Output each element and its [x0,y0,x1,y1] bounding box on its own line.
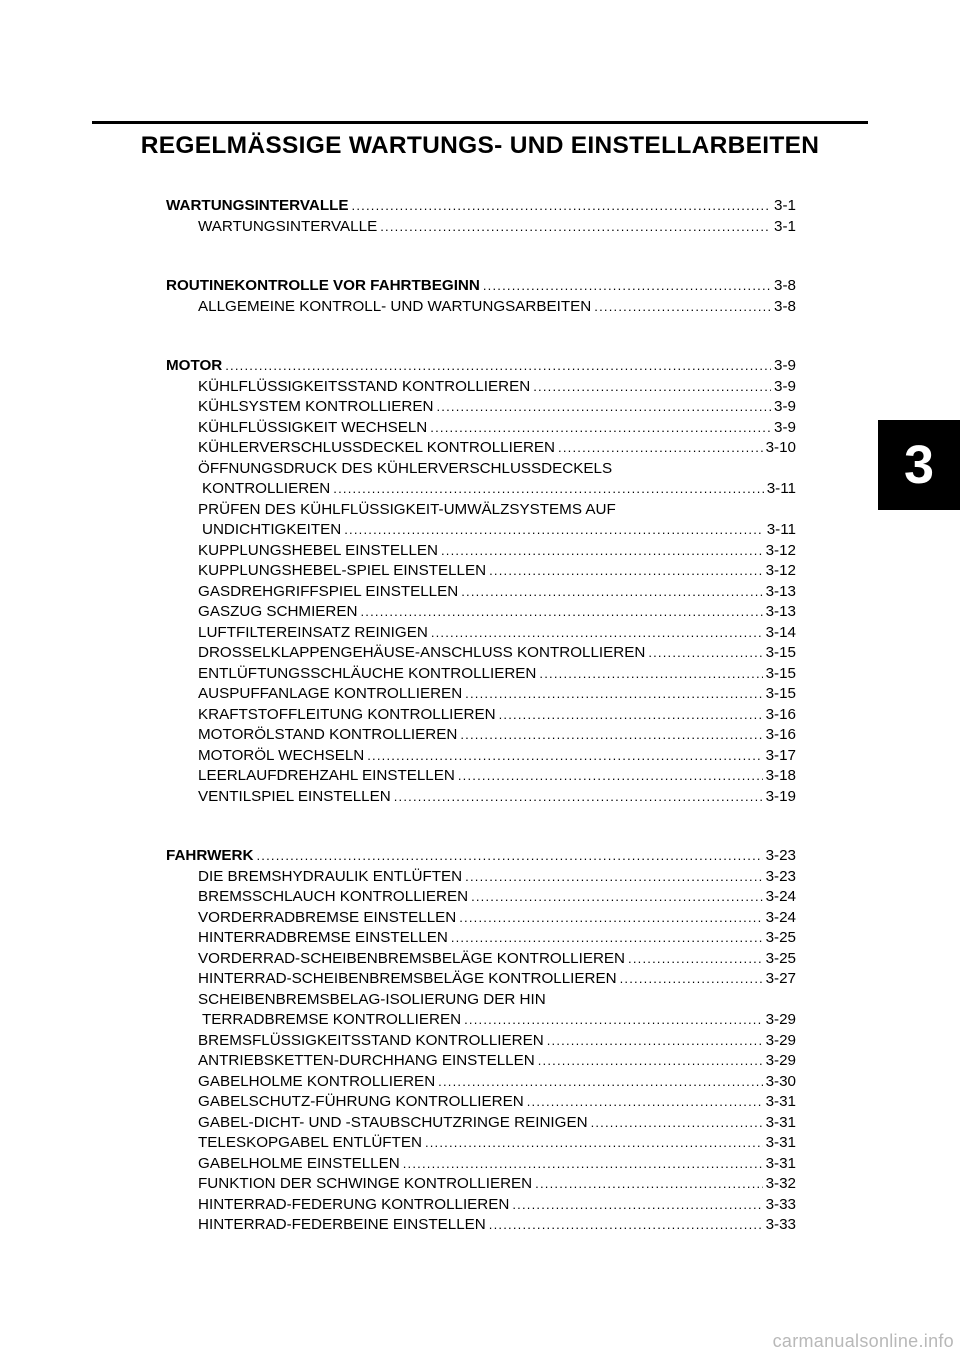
toc-entry-label: PRÜFEN DES KÜHLFLÜSSIGKEIT-UMWÄLZSYSTEMS AUF [198,500,616,518]
toc-entry[interactable] [166,643,796,664]
toc-entry-label: GABELHOLME KONTROLLIEREN [198,1072,436,1090]
toc-page-number: 3-18 [765,767,796,784]
toc-page-number: 3-32 [765,1175,796,1192]
toc-entry-label: VENTILSPIEL EINSTELLEN [198,787,391,805]
toc-page-number: 3-13 [765,582,796,600]
dot-leader [499,705,763,726]
dot-leader [436,397,771,418]
toc-entry[interactable] [166,582,796,603]
toc-entry[interactable] [166,397,796,418]
toc-page-number: 3-1 [774,217,796,235]
toc-entry[interactable] [166,664,796,685]
toc-entry[interactable] [166,459,796,480]
toc-page-number: 3-10 [765,439,796,456]
toc-page-number: 3-16 [765,705,796,723]
toc-entry-label: FUNKTION DER SCHWINGE KONTROLLIEREN [198,1175,533,1192]
toc-entry[interactable] [166,217,796,238]
toc-page-number: 3-15 [765,664,796,682]
dot-leader [628,949,763,970]
toc-entry[interactable] [166,1195,796,1216]
toc-section [166,356,796,807]
toc-entry[interactable] [166,297,796,318]
dot-leader [380,217,771,238]
toc-entry-label: GABELSCHUTZ-FÜHRUNG KONTROLLIEREN [198,1093,524,1110]
dot-leader [465,684,762,705]
dot-leader [333,479,763,500]
toc-entry-label: LUFTFILTEREINSATZ REINIGEN [198,623,428,641]
toc-page-number: 3-13 [765,603,796,620]
toc-page-number: 3-23 [765,867,796,885]
dot-leader [535,1174,762,1195]
dot-leader [403,1154,763,1175]
top-rule [92,121,868,124]
toc-page-number: 3-11 [766,480,796,497]
toc-entry[interactable] [166,438,796,459]
dot-leader [394,787,763,808]
toc-page-number: 3-31 [765,1113,796,1131]
toc-page-number: 3-29 [765,1052,796,1069]
dot-leader [594,297,771,318]
toc-page-number: 3-8 [774,277,796,294]
toc-section-heading[interactable] [166,356,796,377]
toc-page-number: 3-8 [774,297,796,315]
dot-leader [483,276,771,297]
toc-entry[interactable] [166,561,796,582]
toc-page-number: 3-1 [774,197,796,214]
dot-leader [471,887,763,908]
toc-entry-label: UNDICHTIGKEITEN [202,521,342,538]
toc-entry-label: MOTORÖLSTAND KONTROLLIEREN [198,726,458,743]
toc-page-number: 3-16 [765,726,796,743]
toc-entry-label: VORDERRAD-SCHEIBENBREMSBELÄGE KONTROLLIEREN [198,949,626,967]
dot-leader [464,1010,763,1031]
toc-section-heading[interactable] [166,846,796,867]
toc-entry[interactable] [166,623,796,644]
dot-leader [512,1195,762,1216]
toc-entry-label: KONTROLLIEREN [202,480,331,497]
toc-entry-label: LEERLAUFDREHZAHL EINSTELLEN [198,767,455,784]
toc-entry-label: KUPPLUNGSHEBEL-SPIEL EINSTELLEN [198,562,487,579]
toc-page-number: 3-27 [765,970,796,987]
toc-page-number: 3-14 [765,623,796,641]
toc-entry-label: ENTLÜFTUNGSSCHLÄUCHE KONTROLLIEREN [198,664,537,682]
dot-leader [489,1215,763,1236]
toc-page-number: 3-31 [765,1093,796,1110]
toc-entry-label: TERRADBREMSE KONTROLLIEREN [202,1011,462,1028]
toc-entry[interactable] [166,1174,796,1195]
dot-leader [460,725,762,746]
toc-entry[interactable] [166,949,796,970]
toc-entry-label: GABEL-DICHT- UND -STAUBSCHUTZRINGE REINIGEN [198,1113,588,1131]
toc-entry[interactable] [166,1031,796,1052]
toc-entry-label: ALLGEMEINE KONTROLL- UND WARTUNGSARBEITEN [198,297,592,315]
toc-page-number: 3-9 [774,418,796,436]
dot-leader [256,846,762,867]
toc-entry-label: AUSPUFFANLAGE KONTROLLIEREN [198,685,463,702]
dot-leader [489,561,762,582]
toc-entry-label: VORDERRADBREMSE EINSTELLEN [198,908,457,926]
toc-entry[interactable] [166,908,796,929]
dot-leader [225,356,771,377]
toc-entry[interactable] [166,969,796,990]
dot-leader [547,1031,763,1052]
toc-page-number: 3-15 [765,644,796,661]
toc-entry-label: WARTUNGSINTERVALLE [166,197,349,214]
toc-entry[interactable] [166,418,796,439]
toc-entry-label: TELESKOPGABEL ENTLÜFTEN [198,1134,422,1151]
toc-entry-label: ROUTINEKONTROLLE VOR FAHRTBEGINN [166,277,480,294]
dot-leader [459,908,762,929]
toc-page-number: 3-24 [765,888,796,905]
toc-entry-label: WARTUNGSINTERVALLE [198,217,378,235]
dot-leader [344,520,763,541]
toc-entry[interactable] [166,500,796,521]
toc-entry[interactable] [166,887,796,908]
toc-entry-label: FAHRWERK [166,847,254,864]
dot-leader [431,623,763,644]
toc-page-number: 3-25 [765,929,796,946]
toc-entry-label: GASZUG SCHMIEREN [198,603,358,620]
toc-entry[interactable] [166,990,796,1011]
toc-section-heading[interactable] [166,196,796,217]
toc-entry-label: MOTORÖL WECHSELN [198,746,365,764]
toc-entry[interactable] [166,1092,796,1113]
toc-entry-label: ÖFFNUNGSDRUCK DES KÜHLERVERSCHLUSSDECKELS [198,459,613,477]
dot-leader [461,582,762,603]
toc-page-number: 3-31 [765,1134,796,1151]
toc-entry[interactable] [166,1051,796,1072]
toc-entry[interactable] [166,541,796,562]
toc-entry[interactable] [166,602,796,623]
dot-leader [425,1133,763,1154]
toc-entry[interactable] [166,766,796,787]
toc-section-heading[interactable] [166,276,796,297]
toc-entry[interactable] [166,705,796,726]
dot-leader [438,1072,762,1093]
toc-page-number: 3-29 [765,1031,796,1049]
toc-page-number: 3-15 [765,685,796,702]
toc-section [166,276,796,317]
toc-entry-label: HINTERRADBREMSE EINSTELLEN [198,929,448,946]
table-of-contents [166,196,796,1275]
toc-entry[interactable] [166,1154,796,1175]
toc-entry-label: GASDREHGRIFFSPIEL EINSTELLEN [198,582,459,600]
toc-entry-continuation[interactable] [166,479,796,500]
toc-entry-label: KÜHLFLÜSSIGKEIT WECHSELN [198,418,428,436]
toc-entry-label: HINTERRAD-FEDERBEINE EINSTELLEN [198,1216,486,1233]
toc-section [166,196,796,237]
toc-entry[interactable] [166,746,796,767]
toc-page-number: 3-33 [765,1195,796,1213]
toc-entry[interactable] [166,787,796,808]
toc-page-number: 3-19 [765,787,796,805]
toc-entry[interactable] [166,928,796,949]
dot-leader [441,541,763,562]
toc-entry-label: KUPPLUNGSHEBEL EINSTELLEN [198,541,438,559]
dot-leader [430,418,771,439]
toc-entry-label: BREMSFLÜSSIGKEITSSTAND KONTROLLIEREN [198,1031,544,1049]
toc-entry[interactable] [166,1072,796,1093]
toc-entry-continuation[interactable] [166,1010,796,1031]
toc-page-number: 3-29 [765,1011,796,1028]
toc-entry-label: BREMSSCHLAUCH KONTROLLIEREN [198,888,469,905]
toc-entry-label: DIE BREMSHYDRAULIK ENTLÜFTEN [198,867,463,885]
dot-leader [538,1051,763,1072]
dot-leader [648,643,762,664]
toc-page-number: 3-9 [774,377,796,395]
toc-entry[interactable] [166,377,796,398]
toc-entry[interactable] [166,1215,796,1236]
toc-entry[interactable] [166,725,796,746]
toc-entry-label: MOTOR [166,357,223,374]
toc-entry-label: DROSSELKLAPPENGEHÄUSE-ANSCHLUSS KONTROLLIEREN [198,644,646,661]
toc-entry-label: KÜHLSYSTEM KONTROLLIEREN [198,398,434,415]
dot-leader [367,746,762,767]
toc-page-number: 3-12 [765,541,796,559]
dot-leader [620,969,763,990]
toc-entry-label: HINTERRAD-FEDERUNG KONTROLLIEREN [198,1195,510,1213]
toc-section [166,846,796,1236]
toc-page-number: 3-31 [765,1154,796,1172]
toc-page-number: 3-23 [765,847,796,864]
toc-page-number: 3-9 [774,357,796,374]
dot-leader [527,1092,763,1113]
dot-leader [360,602,762,623]
dot-leader [533,377,771,398]
watermark: carmanualsonline.info [772,1331,954,1351]
dot-leader [539,664,762,685]
toc-page-number: 3-9 [774,398,796,415]
toc-entry-label: SCHEIBENBREMSBELAG-ISOLIERUNG DER HIN [198,990,546,1008]
toc-page-number: 3-25 [765,949,796,967]
toc-page-number: 3-33 [765,1216,796,1233]
toc-page-number: 3-12 [765,562,796,579]
toc-page-number: 3-30 [765,1072,796,1090]
toc-entry-label: KRAFTSTOFFLEITUNG KONTROLLIEREN [198,705,496,723]
toc-entry-label: GABELHOLME EINSTELLEN [198,1154,400,1172]
page-title: REGELMÄSSIGE WARTUNGS- UND EINSTELLARBEITEN [140,132,820,159]
toc-entry[interactable] [166,1113,796,1134]
toc-entry[interactable] [166,684,796,705]
toc-entry-continuation[interactable] [166,520,796,541]
dot-leader [352,196,772,217]
dot-leader [465,867,762,888]
toc-page-number: 3-17 [765,746,796,764]
toc-entry[interactable] [166,1133,796,1154]
toc-entry-label: HINTERRAD-SCHEIBENBREMSBELÄGE KONTROLLIEREN [198,970,617,987]
chapter-tab[interactable] [878,420,960,510]
toc-entry[interactable] [166,867,796,888]
dot-leader [451,928,763,949]
toc-entry-label: ANTRIEBSKETTEN-DURCHHANG EINSTELLEN [198,1052,535,1069]
chapter-number: 3 [903,435,935,495]
toc-page-number: 3-11 [766,521,796,538]
dot-leader [558,438,763,459]
toc-entry-label: KÜHLERVERSCHLUSSDECKEL KONTROLLIEREN [198,439,556,456]
dot-leader [458,766,763,787]
toc-page-number: 3-24 [765,908,796,926]
toc-entry-label: KÜHLFLÜSSIGKEITSSTAND KONTROLLIEREN [198,377,531,395]
dot-leader [591,1113,763,1134]
